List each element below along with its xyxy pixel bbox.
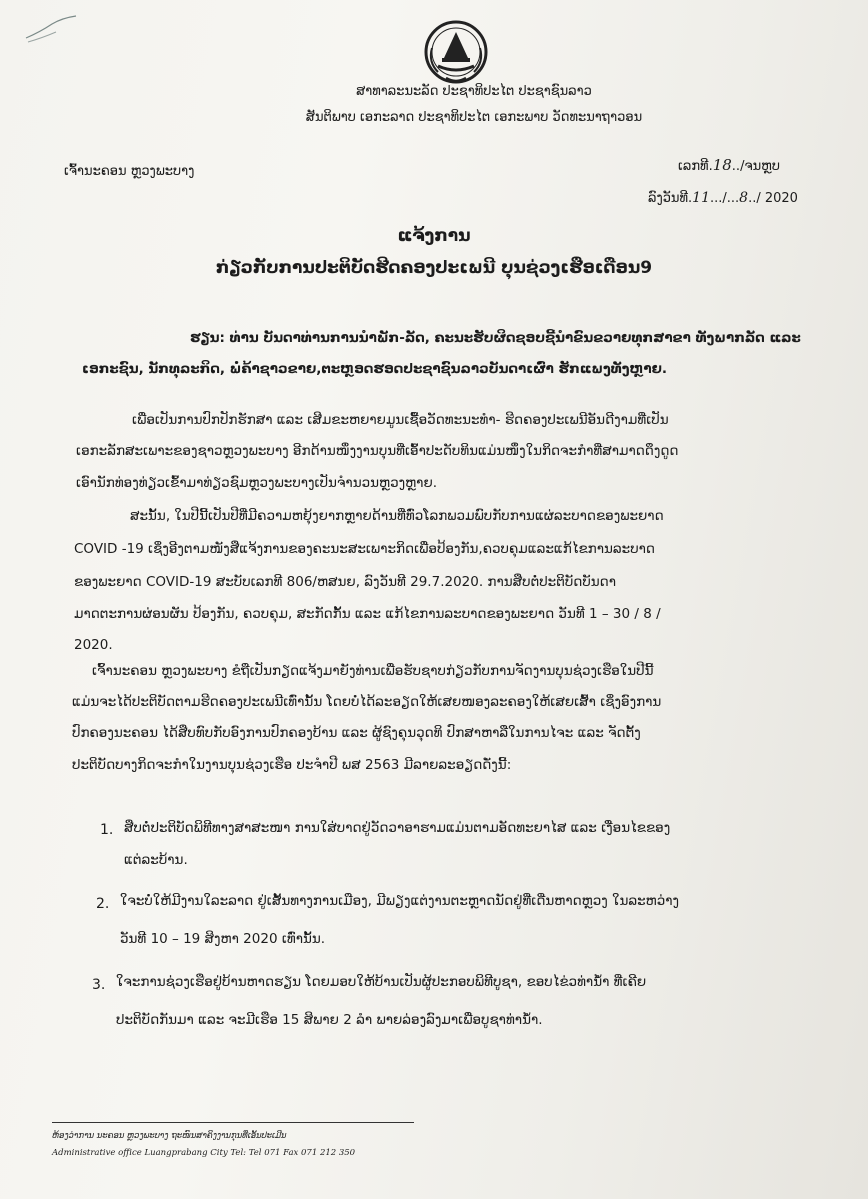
list-item-3-line-2: ປະຕິບັດກັນມາ ແລະ ຈະມີເຮືອ 15 ສິພາຍ 2 ລຳ ພາຍລ່ອງລົງມາເພື່ອບູຊາທ່ານ້ຳ. [116, 1012, 543, 1028]
recipients-line-1: ຮຽນ: ທ່ານ ບັນດາທ່ານການນຳພັກ-ລັດ, ຄະນະຮັບຜິດຊອບຊີ້ນຳຂົນຂວາຍທຸກສາຂາ ທັງພາກລັດ ແລະ [190, 330, 801, 346]
doc-number-value: 18 [712, 156, 732, 174]
recipients-line-2: ເອກະຊົນ, ນັກທຸລະກິດ, ພໍ່ຄ້າຊາວຂາຍ,ຕະຫຼອດຮອດປະຊາຊົນລາວບັນດາເຜົ່າ ຮັກແພງທັງຫຼາຍ. [82, 361, 668, 377]
document-date: ລົງວັນທີ.11.../...8../ 2020 [648, 190, 798, 206]
list-item-2-line-1: ໃຈະບໍ່ໃຫ້ມີງານໃລະລາດ ຢູ່ເສັ້ນທາງການເມືອງ, ມີພຽງແຕ່ງານຕະຫຼາດນັດຢູ່ທີ່ເດີ່ນຫາດຫຼວງ ໃນລະຫວ່າງ [120, 893, 680, 909]
list-item-2-number: 2. [96, 896, 110, 912]
doc-date-year: / 2020 [756, 191, 798, 206]
footer-address-english: Administrative office Luangprabang City Tel: Tel 071 Fax 071 212 350 [52, 1148, 356, 1158]
doc-number-prefix: ເລກທີ [678, 159, 709, 174]
list-item-1-line-2: ແຕ່ລະບ້ານ. [124, 852, 188, 868]
paragraph-2-line-2: COVID -19 ເຊິ່ງອີງຕາມໜັງສືແຈ້ງການຂອງຄະນະສະເພາະກິດເພື່ອປ້ອງກັນ,ຄວບຄຸມແລະແກ້ໄຂການລະບາດ [74, 541, 655, 557]
paragraph-1-line-1: ເພື່ອເປັນການປົກປັກຮັກສາ ແລະ ເສີມຂະຫຍາຍມູນເຊື້ອວັດທະນະທຳ- ຮີດຄອງປະເພນີອັນດີງາມທີ່ເປັນ [132, 412, 669, 428]
list-item-1-line-1: ສືບຕໍ່ປະຕິບັດພິທີທາງສາສະໜາ ການໃສ່ບາດຢູ່ວັດວາອາຮາມແມ່ນຕາມອັດທະຍາໄສ ແລະ ເງື່ອນໄຂຂອງ [124, 820, 671, 836]
footer-divider [52, 1122, 414, 1123]
issuing-office: ເຈົ້ານະຄອນ ຫຼວງພະບາງ [64, 164, 195, 179]
paragraph-3-line-4: ປະຕິບັດບາງກິດຈະກຳໃນງານບຸນຊ່ວງເຮືອ ປະຈຳປີ ພສ 2563 ມີລາຍລະອຽດດັ່ງນີ້: [72, 757, 512, 773]
doc-date-day: 11 [692, 190, 710, 206]
notice-subject: ກ່ຽວກັບການປະຕິບັດຮີດຄອງປະເພນີ ບຸນຊ່ວງເຮືອເດືອນ9 [215, 258, 653, 278]
pen-scribble-mark [22, 12, 82, 52]
paragraph-3-line-3: ປົກຄອງນະຄອນ ໄດ້ສືບທົບກັບອົງການປົກຄອງບ້ານ ແລະ ຜູ້ຊົງຄຸນວຸດທິ ປົກສາຫາລືໃນການໄຈະ ແລະ ຈັດຕັ້ງ [72, 725, 641, 741]
list-item-3-number: 3. [92, 977, 106, 993]
list-item-3-line-1: ໃຈະການຊ່ວງເຮືອຢູ່ບ້ານຫາດຮຽນ ໂດຍມອບໃຫ້ບ້ານເປັນຜູ້ປະກອບພິທີບູຊາ, ຂອບໄຂ່ວທ່ານ້ຳ ທີ່ເຄີຍ [116, 974, 647, 990]
lao-state-emblem-icon [416, 18, 496, 86]
paragraph-2-line-5: 2020. [74, 637, 113, 653]
header-motto-line: ສັນຕິພາບ ເອກະລາດ ປະຊາທິປະໄຕ ເອກະພາບ ວັດທະນາຖາວອນ [305, 110, 643, 125]
paragraph-3-line-2: ແມ່ນຈະໄດ້ປະຕິບັດຕາມຮີດຄອງປະເພນີເທົ່ານັ້ນ ໂດຍບໍ່ໄດ້ລະອຽດໃຫ້ເສຍໜອງລະຄອງໃຫ້ເສຍເສົ້າ ເຊິ່ງອົງການ [72, 694, 662, 710]
paragraph-1-line-3: ເອົານັກທ່ອງທ່ຽວເຂົ້າມາທ່ຽວຊົມຫຼວງພະບາງເປັນຈຳນວນຫຼວງຫຼາຍ. [76, 475, 438, 491]
list-item-2-line-2: ວັນທີ 10 – 19 ສິງຫາ 2020 ເທົ່ານັ້ນ. [120, 931, 326, 947]
paragraph-2-line-3: ຂອງພະຍາດ COVID-19 ສະບັບເລກທີ 806/ຫສນຍ, ລົງວັນທີ 29.7.2020. ການສືບຕໍ່ປະຕິບັດບັນດາ [74, 574, 616, 590]
paragraph-3-line-1: ເຈົ້ານະຄອນ ຫຼວງພະບາງ ຂໍຖືເປັນກຽດແຈ້ງມາຍັງທ່ານເພື່ອຮັບຊາບກ່ຽວກັບການຈັດງານບຸນຊ່ວງເຮືອໃນປີນີ້ [92, 663, 654, 679]
notice-title: ແຈ້ງການ [397, 226, 471, 246]
document-number: ເລກທີ.18../ຈນຫຼບ [678, 156, 780, 174]
header-republic-line: ສາທາລະນະລັດ ປະຊາທິປະໄຕ ປະຊາຊົນລາວ [356, 84, 592, 99]
paragraph-2-line-1: ສະນັ້ນ, ໃນປີນີ້ເປັນປີທີ່ມີຄວາມຫຍຸ້ງຍາກຫຼາຍດ້ານທີ່ທົ່ວໂລກພວມພົບກັບການແຜ່ລະບາດຂອງພະຍາດ [130, 508, 664, 524]
doc-date-month: 8 [739, 190, 749, 206]
paragraph-2-line-4: ມາດຕະການຜ່ອນຜັນ ປ້ອງກັນ, ຄວບຄຸມ, ສະກັດກັ້ນ ແລະ ແກ້ໄຂການລະບາດຂອງພະຍາດ ວັນທີ 1 – 30 / 8 / [74, 606, 661, 622]
doc-number-suffix: /ຈນຫຼບ [740, 159, 780, 174]
footer-address-lao: ຫ້ອງວ່າການ ນະຄອນ ຫຼວງພະບາງ ຖະໜົນສາຄິງງານກຸນທີ່ເອັ້ນປະເມີນ [52, 1131, 287, 1141]
doc-date-prefix: ລົງວັນທີ [648, 191, 689, 206]
list-item-1-number: 1. [100, 822, 114, 838]
paragraph-1-line-2: ເອກະລັກສະເພາະຂອງຊາວຫຼວງພະບາງ ອີກດ້ານໜຶ່ງງານບຸນທີ່ເອົ້າປະດັບທິນແມ່ນໜຶ່ງໃນກິດຈະກຳທີ່ສາມາດດຶງດູດ [76, 443, 679, 459]
